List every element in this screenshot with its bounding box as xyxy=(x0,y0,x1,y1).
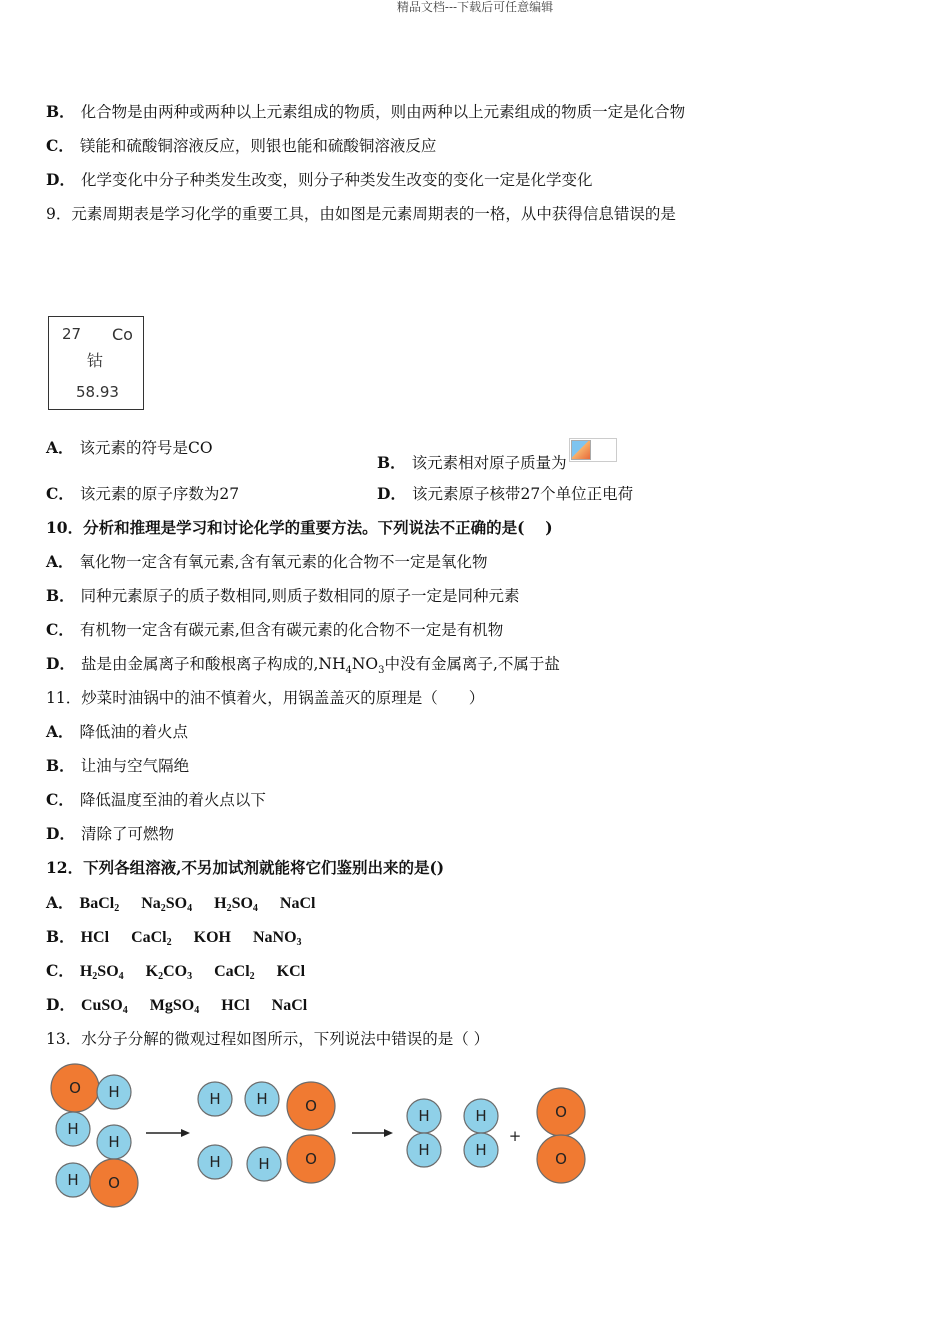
chemical-formula: $H_2SO_4$ xyxy=(79,963,124,982)
element-cell-cobalt xyxy=(48,316,144,410)
svg-text:H: H xyxy=(108,1133,120,1151)
q9-stem: 9．元素周期表是学习化学的重要工具，由如图是元素周期表的一格，从中获得信息错误的是 xyxy=(46,205,676,223)
oxygen-atom xyxy=(537,1135,585,1183)
plus-sign: + xyxy=(508,1127,522,1145)
q8-option-c: C． 镁能和硫酸铜溶液反应，则银也能和硫酸铜溶液反应 xyxy=(46,136,437,155)
chemical-formula: KOH xyxy=(193,929,231,946)
hydrogen-atom xyxy=(56,1112,90,1146)
oxygen-atom xyxy=(51,1064,99,1112)
chemical-formula: NaCl xyxy=(271,997,308,1014)
svg-text:H: H xyxy=(108,1083,120,1101)
oxygen-atom xyxy=(90,1159,138,1207)
q11-option-c: C． 降低温度至油的着火点以下 xyxy=(46,790,266,809)
svg-text:O: O xyxy=(305,1150,317,1168)
svg-text:H: H xyxy=(209,1153,221,1171)
broken-image-icon xyxy=(569,438,617,462)
svg-text:O: O xyxy=(555,1103,567,1121)
q9-option-a: A． 该元素的符号是CO xyxy=(46,438,213,457)
svg-text:H: H xyxy=(418,1141,430,1159)
chemical-formula: NaCl xyxy=(279,895,316,912)
water-decomposition-diagram xyxy=(0,1060,640,1220)
q9-option-b: B． 该元素相对原子质量为 xyxy=(377,438,617,473)
atomic-number: 27 xyxy=(62,325,82,343)
hydrogen-atom xyxy=(198,1082,232,1116)
svg-text:H: H xyxy=(475,1141,487,1159)
chemical-formula: BaCl$_2$ xyxy=(79,895,120,914)
q10-option-d: D． 盐是由金属离子和酸根离子构成的$,NH_4NO_3$中没有金属离子,不属于盐 xyxy=(46,654,560,677)
atomic-mass: 58.93 xyxy=(76,383,119,401)
chemical-formula: HCl xyxy=(80,929,110,946)
chemical-formula: CaCl$_2$ xyxy=(214,963,255,982)
svg-text:H: H xyxy=(67,1120,79,1138)
q12-option-b: B． HCl CaCl$_2$ KOH NaNO$_3$ xyxy=(46,927,302,948)
q12-option-c: C． $H_2SO_4$ $K_2CO_3$ CaCl$_2$ KCl xyxy=(46,961,306,982)
oxygen-atom xyxy=(537,1088,585,1136)
q12-option-a: A． BaCl$_2$ $Na_2SO_4$ $H_2SO_4$ NaCl xyxy=(46,893,316,914)
element-name: 钴 xyxy=(87,351,104,370)
hydrogen-atom xyxy=(56,1163,90,1197)
hydrogen-atom xyxy=(97,1075,131,1109)
q8-option-b: B． 化合物是由两种或两种以上元素组成的物质，则由两种以上元素组成的物质一定是化合物 xyxy=(46,102,686,121)
chemical-formula: $K_2CO_3$ xyxy=(145,963,193,982)
q13-stem: 13．水分子分解的微观过程如图所示，下列说法中错误的是（ ） xyxy=(46,1030,490,1048)
chemical-formula: KCl xyxy=(276,963,306,980)
q10-option-b: B． 同种元素原子的质子数相同,则质子数相同的原子一定是同种元素 xyxy=(46,586,520,605)
hydrogen-atom xyxy=(407,1133,441,1167)
q11-option-d: D． 清除了可燃物 xyxy=(46,824,174,843)
hydrogen-atom xyxy=(245,1082,279,1116)
element-symbol: Co xyxy=(112,325,133,344)
q9-option-c: C． 该元素的原子序数为27 xyxy=(46,484,240,503)
svg-text:H: H xyxy=(256,1090,268,1108)
oxygen-atom xyxy=(287,1082,335,1130)
q10-stem: 10．分析和推理是学习和讨论化学的重要方法。下列说法不正确的是( ) xyxy=(46,518,553,537)
q12-stem: 12．下列各组溶液,不另加试剂就能将它们鉴别出来的是() xyxy=(46,858,445,877)
q11-option-a: A． 降低油的着火点 xyxy=(46,722,189,741)
svg-text:H: H xyxy=(67,1171,79,1189)
q10-option-a: A． 氧化物一定含有氧元素,含有氧元素的化合物不一定是氧化物 xyxy=(46,552,488,571)
svg-text:H: H xyxy=(209,1090,221,1108)
chemical-formula: $H_2SO_4$ xyxy=(214,895,258,914)
svg-text:H: H xyxy=(258,1155,270,1173)
chemical-formula: $Na_2SO_4$ xyxy=(141,895,193,914)
chemical-formula: MgSO$_4$ xyxy=(149,997,200,1016)
svg-text:O: O xyxy=(69,1079,81,1097)
svg-text:O: O xyxy=(305,1097,317,1115)
q11-stem: 11．炒菜时油锅中的油不慎着火，用锅盖盖灭的原理是（ ） xyxy=(46,689,485,707)
chemical-formula: CuSO$_4$ xyxy=(80,997,128,1016)
arrow-right-icon xyxy=(146,1129,190,1137)
oxygen-atom xyxy=(287,1135,335,1183)
chemical-formula: CaCl$_2$ xyxy=(131,929,172,948)
svg-text:H: H xyxy=(475,1107,487,1125)
chemical-formula: NaNO$_3$ xyxy=(252,929,302,948)
svg-text:H: H xyxy=(418,1107,430,1125)
svg-text:O: O xyxy=(555,1150,567,1168)
hydrogen-atom xyxy=(97,1125,131,1159)
hydrogen-atom xyxy=(407,1099,441,1133)
q12-option-d: D． CuSO$_4$ MgSO$_4$ HCl NaCl xyxy=(46,995,308,1016)
q11-option-b: B． 让油与空气隔绝 xyxy=(46,756,190,775)
hydrogen-atom xyxy=(464,1133,498,1167)
hydrogen-atom xyxy=(198,1145,232,1179)
page-header: 精品文档---下载后可任意编辑 xyxy=(396,0,554,14)
q9-option-d: D． 该元素原子核带27个单位正电荷 xyxy=(377,484,634,503)
hydrogen-atom xyxy=(464,1099,498,1133)
chemical-formula: HCl xyxy=(221,997,250,1014)
arrow-right-icon xyxy=(352,1129,393,1137)
svg-text:O: O xyxy=(108,1174,120,1192)
q10-option-c: C． 有机物一定含有碳元素,但含有碳元素的化合物不一定是有机物 xyxy=(46,620,504,639)
q8-option-d: D． 化学变化中分子种类发生改变，则分子种类发生改变的变化一定是化学变化 xyxy=(46,170,593,189)
hydrogen-atom xyxy=(247,1147,281,1181)
